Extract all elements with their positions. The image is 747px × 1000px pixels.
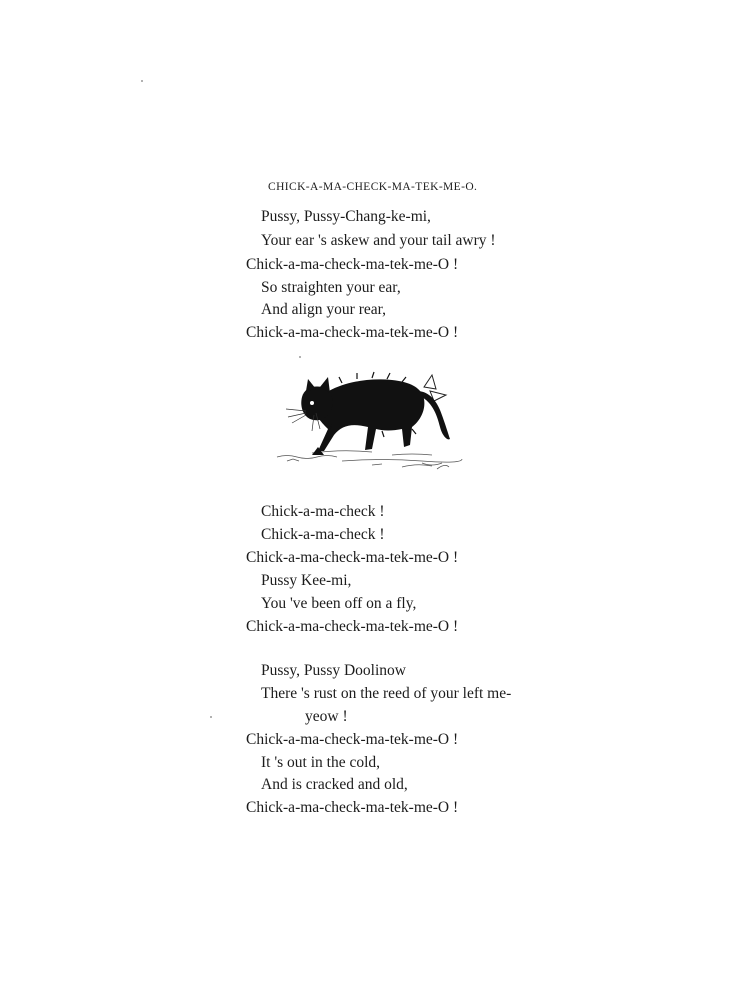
poem-line: Pussy, Pussy Doolinow xyxy=(261,662,406,679)
poem-line: Chick-a-ma-check ! xyxy=(261,526,385,543)
poem-line: Your ear 's askew and your tail awry ! xyxy=(261,232,496,249)
poem-line: Chick-a-ma-check-ma-tek-me-O ! xyxy=(246,731,459,748)
poem-line: It 's out in the cold, xyxy=(261,754,381,771)
poem-line: Pussy, Pussy-Chang-ke-mi, xyxy=(261,208,431,225)
paper-speck xyxy=(141,80,143,82)
poem-line: And align your rear, xyxy=(261,301,387,318)
paper-speck xyxy=(299,356,301,358)
poem-line: So straighten your ear, xyxy=(261,279,401,296)
poem-line: Chick-a-ma-check-ma-tek-me-O ! xyxy=(246,799,459,816)
poem-line: yeow ! xyxy=(305,708,348,725)
poem-line: Pussy Kee-mi, xyxy=(261,572,352,589)
poem-line: And is cracked and old, xyxy=(261,776,408,793)
poem-line: You 've been off on a fly, xyxy=(261,595,417,612)
poem-line: Chick-a-ma-check-ma-tek-me-O ! xyxy=(246,256,459,273)
paper-speck xyxy=(210,716,212,718)
poem-line: There 's rust on the reed of your left me- xyxy=(261,685,512,702)
black-cat-illustration xyxy=(272,365,477,480)
poem-line: Chick-a-ma-check-ma-tek-me-O ! xyxy=(246,618,459,635)
poem-line: Chick-a-ma-check-ma-tek-me-O ! xyxy=(246,549,459,566)
poem-line: Chick-a-ma-check-ma-tek-me-O ! xyxy=(246,324,459,341)
poem-title: CHICK-A-MA-CHECK-MA-TEK-ME-O. xyxy=(268,181,478,193)
poem-line: Chick-a-ma-check ! xyxy=(261,503,385,520)
